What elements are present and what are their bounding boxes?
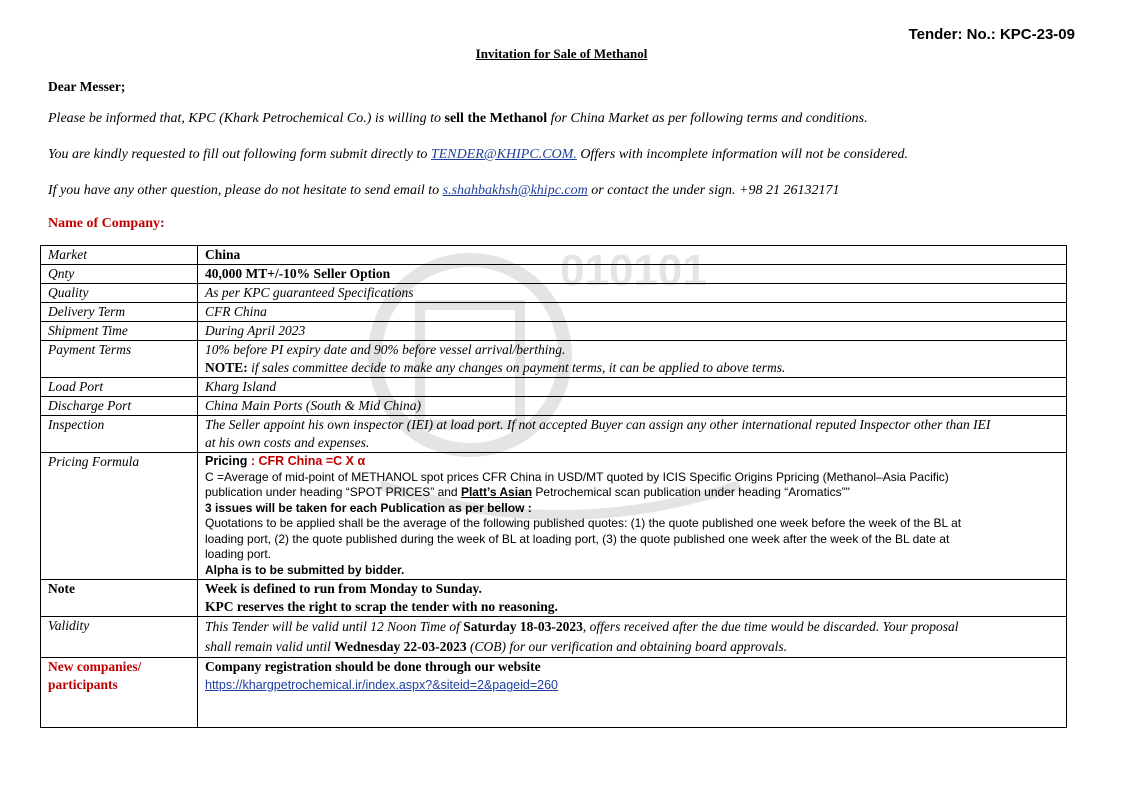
pricing-quotes-2: loading port, (2) the quote published during the week of BL at loading port, (3) the quote published one week after the week of the BL date at: [205, 531, 950, 546]
table-row-validity: [41, 617, 1067, 658]
load-port-value: Kharg Island: [198, 378, 1067, 397]
watermark-digits: 010101: [560, 246, 707, 295]
delivery-label: Delivery Term: [41, 303, 198, 322]
payment-value: [198, 341, 1067, 378]
market-value: China: [198, 246, 1067, 265]
terms-table: [40, 245, 1067, 728]
table-row-delivery: [41, 303, 1067, 322]
shipment-label: Shipment Time: [41, 322, 198, 341]
validity-value: [198, 617, 1067, 658]
company-name-label: Name of Company:: [48, 216, 165, 231]
table-row-market: [41, 246, 1067, 265]
submission-text-a: You are kindly requested to fill out following form submit directly to: [48, 147, 431, 162]
validity-c: , offers received after the due time would be discarded. Your proposal: [582, 619, 959, 634]
pricing-heading: [205, 454, 1059, 470]
pricing-value: [198, 453, 1067, 580]
table-row-qnty: [41, 265, 1067, 284]
validity-line-1: [205, 617, 1059, 637]
validity-f: (COB) for our verification and obtaining board approvals.: [466, 639, 788, 654]
note-label: Note: [41, 580, 198, 617]
table-row-pricing: [41, 453, 1067, 580]
pricing-c2-platts: Platt’s Asian: [460, 485, 533, 499]
inspection-value: [198, 416, 1067, 453]
new-companies-value: [198, 658, 1067, 728]
inspection-line-2: at his own costs and expenses.: [205, 435, 370, 450]
pricing-issues: 3 issues will be taken for each Publication as per bellow :: [205, 500, 532, 515]
payment-line: 10% before PI expiry date and 90% before vessel arrival/berthing.: [205, 342, 566, 357]
pricing-c2-a: publication under heading “SPOT PRICES” and: [205, 485, 461, 499]
quality-value: As per KPC guaranteed Specifications: [198, 284, 1067, 303]
pricing-c2-c: Petrochemical scan publication under heading “Aromatics”": [532, 485, 850, 499]
table-row-new-companies: [41, 658, 1067, 728]
inspection-line-1: The Seller appoint his own inspector (IEI) at load port. If not accepted Buyer can assign any other international reputed Inspector other than IEI: [205, 417, 991, 432]
contact-text-a: If you have any other question, please do not hesitate to send email to: [48, 183, 443, 198]
pricing-quotes-3: loading port.: [205, 547, 272, 561]
table-row-discharge-port: [41, 397, 1067, 416]
note-value: [198, 580, 1067, 617]
new-companies-label-2: participants: [48, 677, 118, 692]
payment-note: [205, 359, 1059, 377]
table-row-quality: [41, 284, 1067, 303]
registration-link[interactable]: https://khargpetrochemical.ir/index.aspx?&siteid=2&pageid=260: [205, 678, 558, 692]
pricing-c-definition-2: [205, 485, 1059, 501]
payment-note-label: NOTE:: [205, 360, 248, 375]
discharge-port-label: Discharge Port: [41, 397, 198, 416]
shipment-value: During April 2023: [198, 322, 1067, 341]
note-line-1: Week is defined to run from Monday to Sunday.: [205, 581, 482, 596]
tender-email-link[interactable]: TENDER@KHIPC.COM.: [430, 147, 577, 162]
submission-text-c: Offers with incomplete information will not be considered.: [576, 147, 908, 162]
validity-proposal-date: Wednesday 22-03-2023: [334, 639, 467, 654]
pricing-heading-formula: : CFR China =C X α: [247, 454, 366, 468]
load-port-label: Load Port: [41, 378, 198, 397]
intro-text-a: Please be informed that, KPC (Khark Petrochemical Co.) is willing to: [48, 111, 445, 126]
intro-text-c: for China Market as per following terms and conditions.: [547, 111, 868, 126]
discharge-port-value: China Main Ports (South & Mid China): [198, 397, 1067, 416]
submission-paragraph: [48, 147, 908, 163]
validity-label: Validity: [41, 617, 198, 658]
validity-a: This Tender will be valid until 12 Noon Time of: [205, 619, 464, 634]
payment-note-text: if sales committee decide to make any changes on payment terms, it can be applied to above terms.: [247, 360, 786, 375]
pricing-quotes-1: Quotations to be applied shall be the average of the following published quotes: (1) the quote published one week before the week of the BL at: [205, 516, 962, 530]
contact-text-c: or contact the under sign. +98 21 26132171: [587, 183, 840, 198]
new-companies-label: [41, 658, 198, 728]
salutation: Dear Messer;: [48, 79, 126, 94]
validity-line-2: [205, 637, 1059, 657]
registration-text: Company registration should be done through our website: [205, 659, 541, 674]
qnty-label: Qnty: [41, 265, 198, 284]
payment-label: Payment Terms: [41, 341, 198, 378]
inspection-label: Inspection: [41, 416, 198, 453]
contact-paragraph: [48, 183, 839, 199]
qnty-value: 40,000 MT+/-10% Seller Option: [198, 265, 1067, 284]
tender-number: Tender: No.: KPC-23-09: [908, 26, 1075, 43]
validity-d: shall remain valid until: [205, 639, 335, 654]
pricing-heading-label: Pricing: [205, 454, 248, 468]
market-label: Market: [41, 246, 198, 265]
new-companies-label-1: New companies/: [48, 659, 142, 674]
table-row-payment: [41, 341, 1067, 378]
document-title: Invitation for Sale of Methanol: [475, 46, 648, 61]
validity-deadline: Saturday 18-03-2023: [463, 619, 583, 634]
note-line-2: KPC reserves the right to scrap the tender with no reasoning.: [205, 599, 558, 614]
quality-label: Quality: [41, 284, 198, 303]
pricing-label: Pricing Formula: [41, 453, 198, 580]
delivery-value: CFR China: [198, 303, 1067, 322]
pricing-c-definition: C =Average of mid-point of METHANOL spot prices CFR China in USD/MT quoted by ICIS Specific Origins Ppricing (Methanol–Asia Pacific): [205, 469, 949, 484]
contact-email-link[interactable]: s.shahbakhsh@khipc.com: [442, 183, 588, 198]
intro-paragraph: [48, 111, 868, 127]
intro-text-bold: sell the Methanol: [444, 111, 548, 126]
table-row-shipment: [41, 322, 1067, 341]
table-row-load-port: [41, 378, 1067, 397]
table-row-note: [41, 580, 1067, 617]
pricing-alpha: Alpha is to be submitted by bidder.: [205, 562, 405, 577]
table-row-inspection: [41, 416, 1067, 453]
